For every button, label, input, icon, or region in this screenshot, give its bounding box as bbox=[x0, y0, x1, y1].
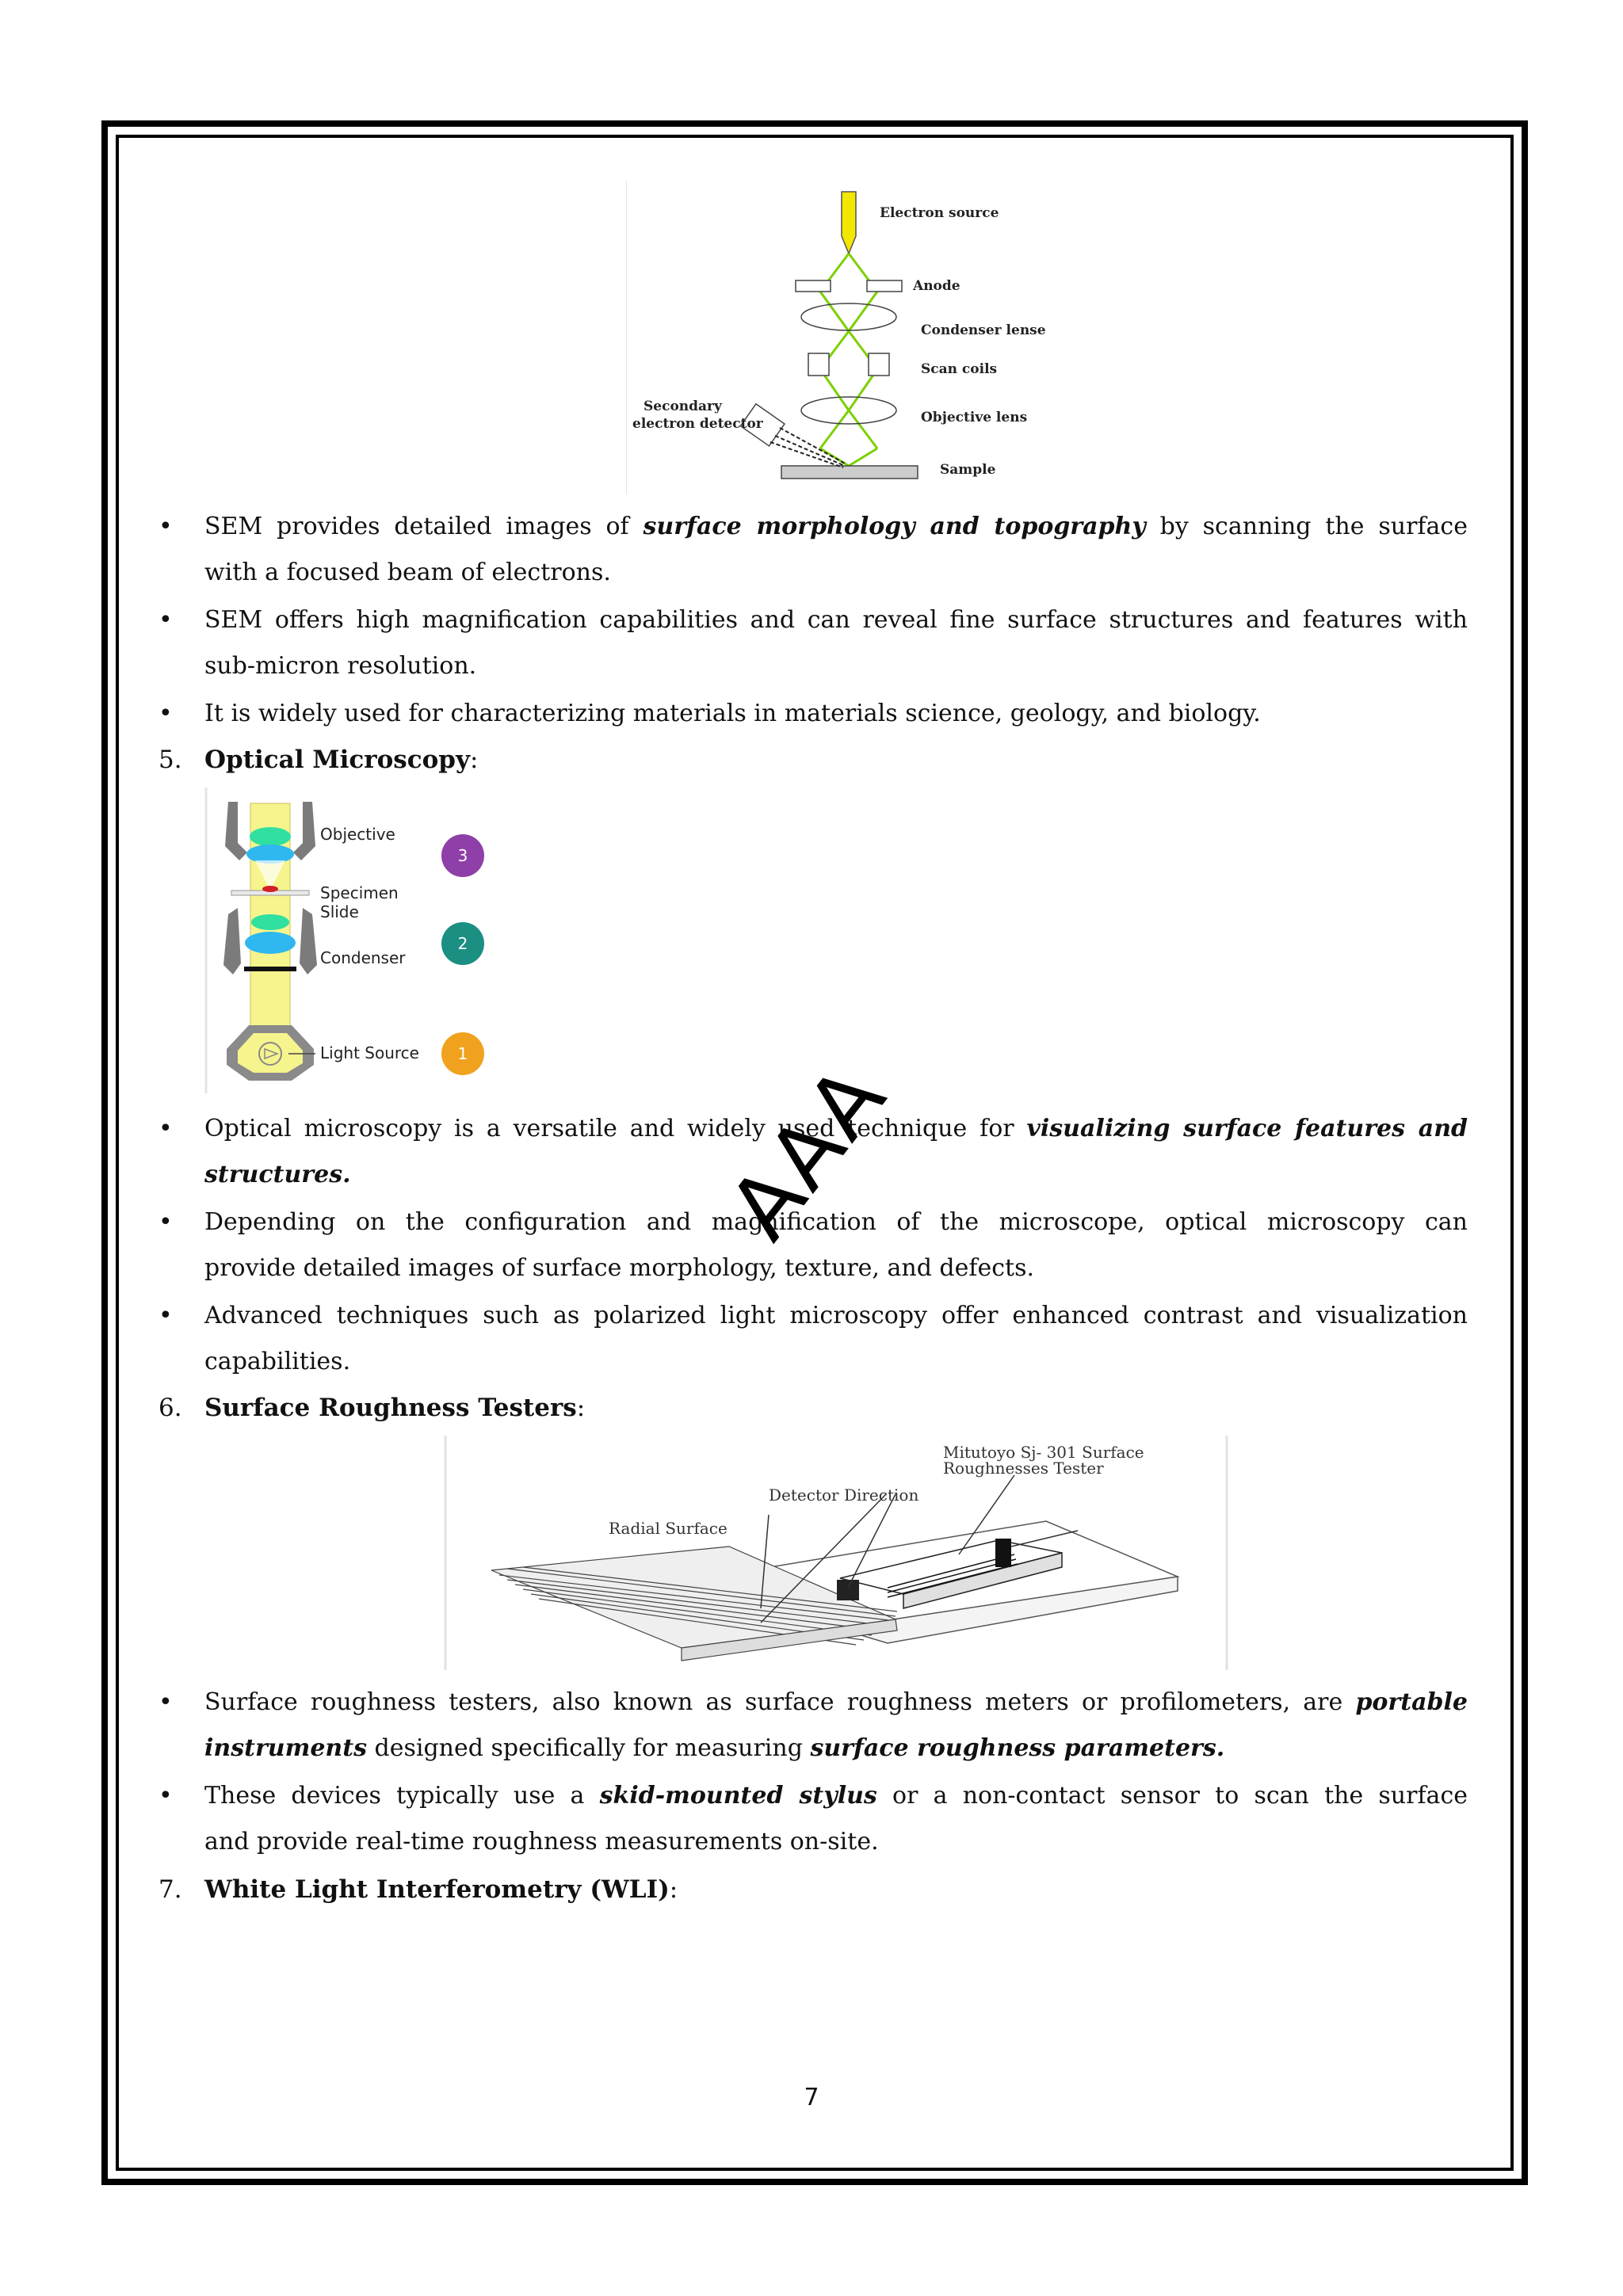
label-tester-model: Mitutoyo Sj- 301 Surface bbox=[943, 1443, 1144, 1462]
label-light-source: Light Source bbox=[320, 1043, 419, 1062]
label-slide: Slide bbox=[320, 902, 359, 921]
roughness-bullet-2: These devices typically use a skid-mounted stylus or a non-contact sensor to scan the surface and provide real-time roughness measurements on-site. bbox=[204, 1782, 1468, 1855]
section-heading-optical-microscopy: 5. Optical Microscopy: bbox=[158, 746, 479, 774]
label-objective: Objective bbox=[320, 825, 395, 844]
label-electron-source: Electron source bbox=[880, 205, 999, 221]
optical-bullet-1: Optical microscopy is a versatile and widely used technique for visualizing surface features and structures. bbox=[204, 1115, 1468, 1188]
bullet-icon: • bbox=[158, 700, 173, 727]
bullet-icon: • bbox=[158, 513, 173, 540]
sem-bullet-3: It is widely used for characterizing materials in materials science, geology, and biology. bbox=[204, 700, 1261, 727]
label-detector-direction: Detector Direction bbox=[769, 1486, 919, 1505]
badge-3: 3 bbox=[457, 846, 468, 865]
watermark: AAA bbox=[709, 1046, 906, 1258]
section-heading-surface-roughness: 6. Surface Roughness Testers: bbox=[158, 1394, 586, 1422]
bullet-icon: • bbox=[158, 1302, 173, 1329]
bullet-icon: • bbox=[158, 606, 173, 634]
bullet-icon: • bbox=[158, 1688, 173, 1716]
roughness-tester-diagram bbox=[444, 1436, 1228, 1670]
badge-1: 1 bbox=[457, 1044, 468, 1063]
label-radial-surface: Radial Surface bbox=[609, 1519, 727, 1538]
sem-diagram bbox=[626, 181, 1070, 494]
label-objective-lens: Objective lens bbox=[921, 410, 1028, 425]
section-heading-wli: 7. White Light Interferometry (WLI): bbox=[158, 1875, 678, 1904]
label-condenser: Condenser bbox=[320, 948, 406, 967]
roughness-bullet-1: Surface roughness testers, also known as surface roughness meters or profilometers, are portable instruments designed specifically for measuring surface roughness parameters. bbox=[204, 1688, 1468, 1762]
optical-bullet-2: Depending on the configuration and magnification of the microscope, optical microscopy can provide detailed images of surface morphology, texture, and defects. bbox=[204, 1208, 1468, 1282]
bullet-icon: • bbox=[158, 1115, 173, 1142]
label-sample: Sample bbox=[940, 462, 996, 478]
label-electron-detector: electron detector bbox=[632, 416, 763, 432]
label-scan-coils: Scan coils bbox=[921, 361, 998, 377]
optical-bullet-3: Advanced techniques such as polarized light microscopy offer enhanced contrast and visualization capabilities. bbox=[204, 1302, 1468, 1375]
label-tester-name: Roughnesses Tester bbox=[943, 1459, 1104, 1478]
label-anode: Anode bbox=[913, 278, 960, 294]
optical-microscope-diagram bbox=[204, 788, 498, 1093]
bullet-icon: • bbox=[158, 1782, 173, 1810]
sem-bullet-1: SEM provides detailed images of surface morphology and topography by scanning the surface with a focused beam of electrons. bbox=[204, 513, 1468, 586]
sem-bullet-2: SEM offers high magnification capabilities and can reveal fine surface structures and features with sub-micron resolution. bbox=[204, 606, 1468, 680]
page-number: 7 bbox=[804, 2084, 819, 2111]
label-secondary: Secondary bbox=[643, 399, 722, 414]
bullet-icon: • bbox=[158, 1208, 173, 1236]
label-specimen: Specimen bbox=[320, 883, 399, 902]
badge-2: 2 bbox=[457, 934, 468, 953]
label-condenser: Condenser lense bbox=[921, 322, 1046, 338]
